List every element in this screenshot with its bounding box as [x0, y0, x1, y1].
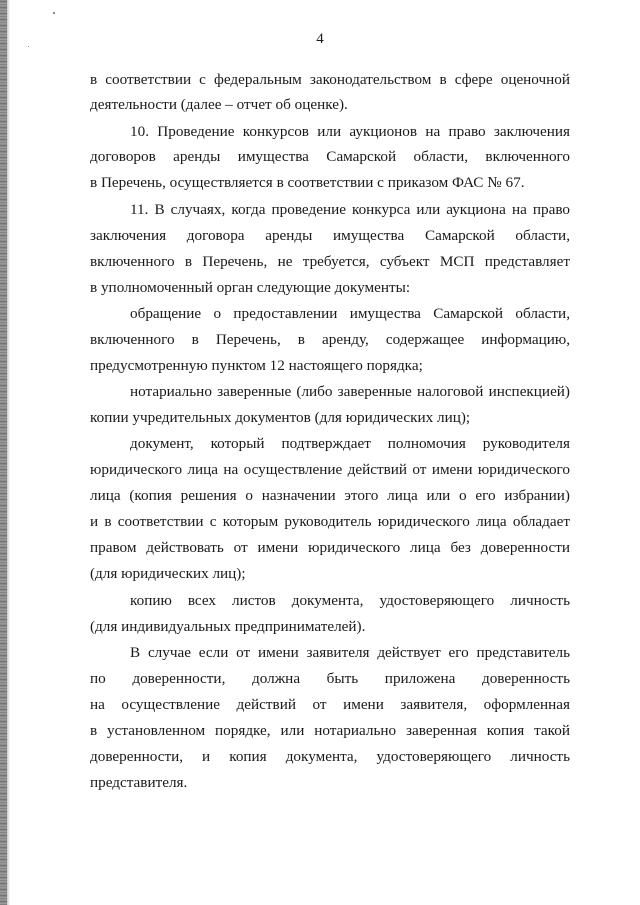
- text-line: нотариально заверенные (либо заверенные налоговой инспекцией): [130, 383, 570, 400]
- text-line: доверенности, и копия документа, удостоверяющего личность: [90, 748, 570, 765]
- text-line: правом действовать от имени юридического лица без доверенности: [90, 539, 570, 556]
- text-line: 11. В случаях, когда проведение конкурса или аукциона на право: [130, 201, 570, 218]
- text-line: копии учредительных документов (для юридических лиц);: [90, 409, 471, 426]
- text-line: заключения договора аренды имущества Самарской области,: [90, 227, 570, 244]
- text-line: лица (копия решения о назначении этого лица или о его избрании): [90, 487, 570, 504]
- text-line: юридического лица на осуществление действий от имени юридического: [90, 461, 570, 478]
- text-line: договоров аренды имущества Самарской области, включенного: [90, 148, 570, 165]
- text-line: и в соответствии с которым руководитель юридического лица обладает: [90, 513, 570, 530]
- text-line: представителя.: [90, 774, 188, 791]
- text-line: предусмотренную пунктом 12 настоящего порядка;: [90, 357, 423, 374]
- text-line: по доверенности, должна быть приложена доверенность: [90, 670, 570, 687]
- scan-speck: [53, 12, 55, 14]
- text-line: в уполномоченный орган следующие документы:: [90, 279, 411, 296]
- text-line: в установленном порядке, или нотариально заверенная копия такой: [90, 722, 570, 739]
- text-line: обращение о предоставлении имущества Самарской области,: [130, 305, 570, 322]
- text-line: на осуществление действий от имени заявителя, оформленная: [90, 696, 570, 713]
- text-line: (для юридических лиц);: [90, 565, 246, 582]
- scan-edge-shadow: [0, 0, 7, 905]
- text-line: (для индивидуальных предпринимателей).: [90, 618, 366, 635]
- scan-edge-fade: [7, 0, 10, 905]
- text-line: документ, который подтверждает полномочия руководителя: [130, 435, 570, 452]
- text-line: включенного в Перечень, в аренду, содержащее информацию,: [90, 331, 570, 348]
- text-line: в соответствии с федеральным законодательством в сфере оценочной: [90, 71, 570, 88]
- text-line: 10. Проведение конкурсов или аукционов на право заключения: [130, 123, 570, 140]
- text-line: копию всех листов документа, удостоверяющего личность: [130, 592, 570, 609]
- text-line: В случае если от имени заявителя действует его представитель: [130, 644, 570, 661]
- text-line: в Перечень, осуществляется в соответствии с приказом ФАС № 67.: [90, 174, 525, 191]
- text-line: деятельности (далее – отчет об оценке).: [90, 96, 348, 113]
- page-number: 4: [316, 31, 324, 47]
- text-line: включенного в Перечень, не требуется, субъект МСП представляет: [90, 253, 570, 270]
